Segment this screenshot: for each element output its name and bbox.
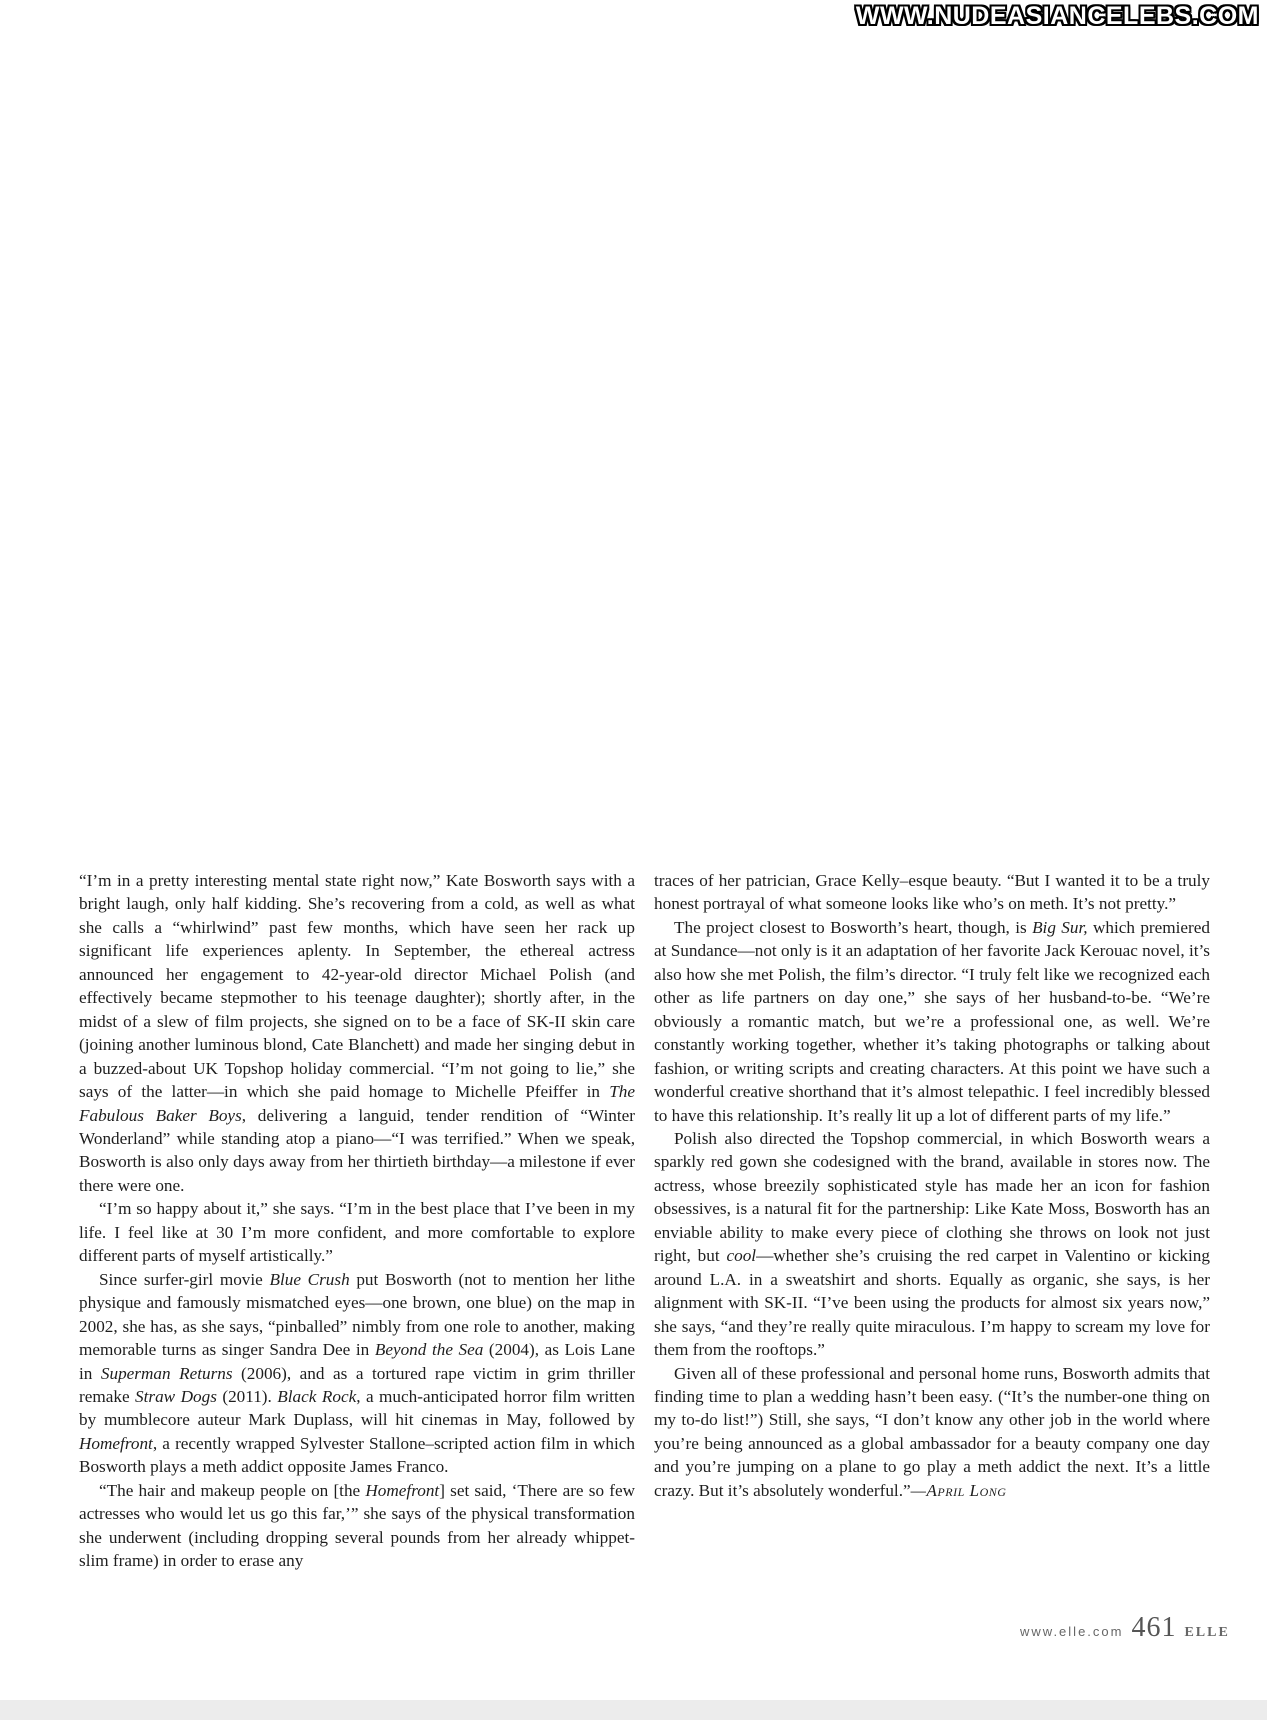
paragraph-7: Polish also directed the Topshop commercial, in which Bosworth wears a sparkly red gown she codesigned with the brand, available in stores now. The actress, whose breezily sophisticated style has made her an icon for fashion obsessives, is a natural fit for the partnership: Like Kate Moss, Bosworth has an enviable ability to make every piece of clothing she throws on look not just right, but cool—whether she’s cruising the red carpet in Valentino or kicking around L.A. in a sweatshirt and shorts. Equally as organic, she says, is her alignment with SK-II. “I’ve been using the products for almost six years now,” she says, “and they’re really quite miraculous. I’m happy to scream my love for them from the rooftops.” <box>654 1128 1210 1360</box>
magazine-name: ELLE <box>1184 1625 1230 1640</box>
article-column-left <box>79 869 635 1573</box>
watermark-text: WWW.NUDEASIANCELEBS.COM <box>855 2 1259 30</box>
paragraph-3: Since surfer-girl movie Blue Crush put Bosworth (not to mention her lithe physique and famously mismatched eyes—one brown, one blue) on the map in 2002, she has, as she says, “pinballed” nimbly from one role to another, making memorable turns as singer Sandra Dee in Beyond the Sea (2004), as Lois Lane in Superman Returns (2006), and as a tortured rape victim in grim thriller remake Straw Dogs (2011). Black Rock, a much-anticipated horror film written by mumblecore auteur Mark Duplass, will hit cinemas in May, followed by Homefront, a recently wrapped Sylvester Stallone–scripted action film in which Bosworth plays a meth addict opposite James Franco. <box>79 1269 636 1477</box>
paragraph-6: The project closest to Bosworth’s heart, though, is Big Sur, which premiered at Sundance—not only is it an adaptation of her favorite Jack Kerouac novel, it’s also how she met Polish, the film’s director. “I truly felt like we recognized each other as life partners on day one,” she says of her husband-to-be. “We’re obviously a romantic match, but we’re a professional one, as well. We’re constantly working together, whether it’s taking photographs or talking about fashion, or writing scripts and creating characters. At this point we have such a wonderful creative shorthand that it’s almost telepathic. I feel incredibly blessed to have this relationship. It’s really lit up a lot of different parts of my life.” <box>654 917 1210 1125</box>
page-number: 461 <box>1131 1612 1177 1643</box>
article-column-right <box>654 869 1210 1502</box>
page-footer <box>1020 1612 1230 1644</box>
footer-url: www.elle.com <box>1020 1624 1124 1639</box>
paragraph-5: traces of her patrician, Grace Kelly–esque beauty. “But I wanted it to be a truly honest portrayal of what someone looks like who’s on meth. It’s not pretty.” <box>654 871 1210 914</box>
paragraph-8: Given all of these professional and personal home runs, Bosworth admits that finding time to plan a wedding hasn’t been easy. (“It’s the number-one thing on my to-do list!”) Still, she says, “I don’t know any other job in the world where you’re being announced as a global ambassador for a beauty company one day and you’re jumping on a plane to go play a meth addict the next. It’s a little crazy. But it’s absolutely wonderful.”—April Long <box>654 1363 1210 1500</box>
paragraph-1: “I’m in a pretty interesting mental state right now,” Kate Bosworth says with a bright laugh, only half kidding. She’s recovering from a cold, as well as what she calls a “whirlwind” past few months, which have seen her rack up significant life experiences aplenty. In September, the ethereal actress announced her engagement to 42-year-old director Michael Polish (and effectively became stepmother to his teenage daughter); shortly after, in the midst of a slew of film projects, she signed on to be a face of SK-II skin care (joining another luminous blond, Cate Blanchett) and made her singing debut in a buzzed-about UK Topshop holiday commercial. “I’m not going to lie,” she says of the latter—in which she paid homage to Michelle Pfeiffer in The Fabulous Baker Boys, delivering a languid, tender rendition of “Winter Wonderland” while standing atop a piano—“I was terrified.” When we speak, Bosworth is also only days away from her thirtieth birthday—a milestone if ever there were one. <box>79 871 635 1195</box>
paragraph-4: “The hair and makeup people on [the Homefront] set said, ‘There are so few actresses who would let us go this far,’” she says of the physical transformation she underwent (including dropping several pounds from her already whippet-slim frame) in order to erase any <box>79 1480 635 1571</box>
author-byline: —April Long <box>910 1480 1007 1500</box>
bottom-edge <box>0 1700 1267 1720</box>
paragraph-2: “I’m so happy about it,” she says. “I’m in the best place that I’ve been in my life. I feel like at 30 I’m more confident, and more comfortable to explore different parts of myself artistically.” <box>79 1199 635 1266</box>
